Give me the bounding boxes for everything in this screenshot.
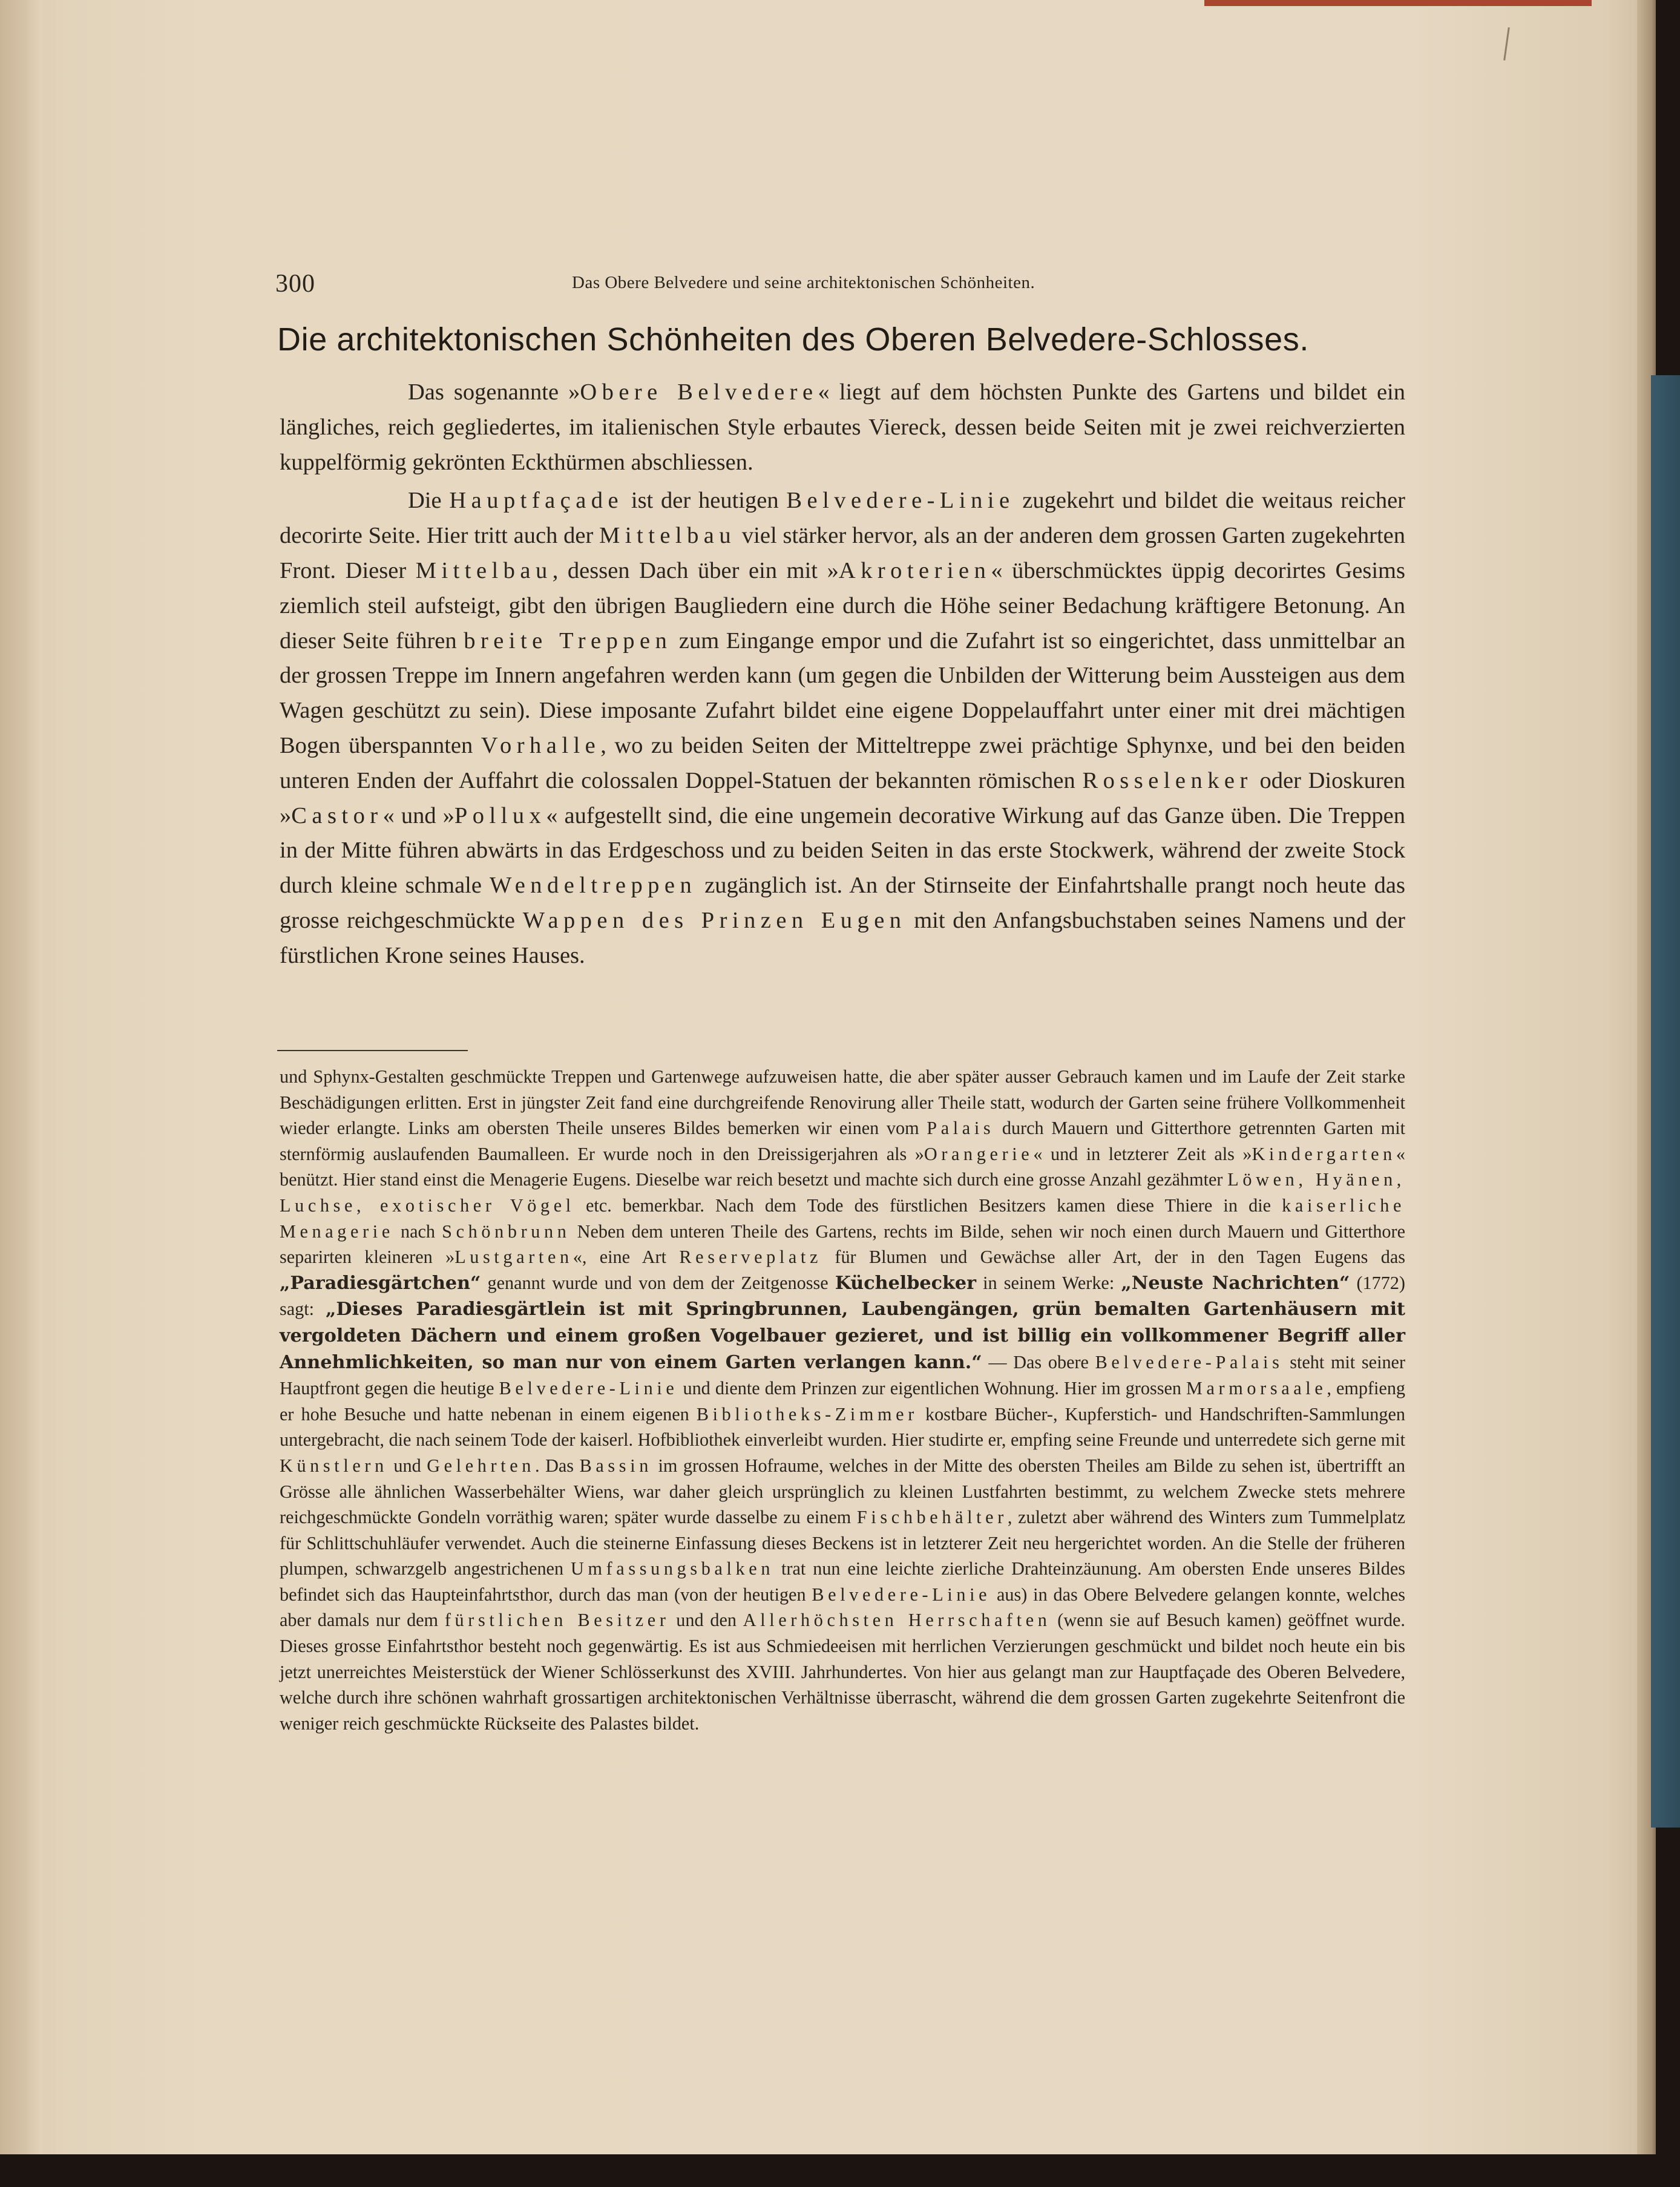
spaced-term: Schönbrunn bbox=[442, 1221, 571, 1242]
fraktur-quote: „Dieses Paradiesgärtlein ist mit Springbrunnen, Laubengängen, grün bemalten Gartenhäusern mit vergoldeten Dächern und einem großen Vogelbauer gezieret, und ist billig ein vollkommener Begriff aller Annehmlichkeiten, so man nur von einem Garten verlangen kann.“ bbox=[280, 1299, 1405, 1373]
spaced-term: Belvedere-Linie bbox=[786, 488, 1015, 514]
fraktur-quote: „Paradiesgärtchen“ bbox=[280, 1272, 481, 1294]
spaced-term: Bassin bbox=[579, 1455, 652, 1476]
page-edge-red-stain bbox=[1204, 0, 1592, 6]
spaced-term: Lustgarten bbox=[454, 1247, 573, 1268]
spaced-term: Castor bbox=[291, 802, 383, 828]
spaced-term: Rosselenker bbox=[1082, 767, 1253, 793]
spaced-term: Bibliotheks-Zimmer bbox=[696, 1403, 918, 1425]
fraktur-quote: Küchelbecker bbox=[835, 1272, 976, 1294]
running-header bbox=[275, 269, 1425, 300]
paper-speck bbox=[1503, 27, 1510, 61]
spaced-term: Vorhalle bbox=[481, 732, 601, 758]
spaced-term: Wendeltreppen bbox=[489, 873, 697, 899]
spaced-term: Belvedere-Palais bbox=[1095, 1351, 1284, 1372]
spaced-term: Fischbehälter bbox=[856, 1507, 1008, 1528]
spaced-term: Hauptfaçade bbox=[449, 488, 624, 514]
page-number: 300 bbox=[275, 270, 315, 298]
spaced-term: Kindergarten bbox=[1252, 1143, 1396, 1164]
spaced-term: Mittelbau bbox=[599, 523, 737, 549]
spaced-term: Pollux bbox=[454, 802, 546, 828]
main-text bbox=[280, 375, 1405, 977]
spaced-term: Allerhöchsten Herrschaften bbox=[743, 1610, 1051, 1631]
fraktur-quote: „Neuste Nachrichten“ bbox=[1121, 1272, 1350, 1294]
binding-gutter bbox=[0, 0, 42, 2154]
spaced-term: Marmorsaale bbox=[1186, 1378, 1327, 1399]
spaced-term: Belvedere-Linie bbox=[499, 1378, 678, 1399]
spaced-term: kaiserliche Menagerie bbox=[280, 1195, 1405, 1242]
spaced-term: Obere Belvedere bbox=[580, 379, 818, 405]
spaced-term: Wappen des Prinzen Eugen bbox=[522, 907, 907, 933]
footnote-paragraph: und Sphynx-Gestalten geschmückte Treppen und Gartenwege aufzuweisen hatte, die aber später ausser Gebrauch kamen und im Laufe der Zeit starke Beschädigungen erlitten. Erst in jüngster Zeit fand eine durchgreifende Renovirung aller Theile statt, wodurch der Garten seine frühere Vollkommenheit wieder erlangte. Links am obersten Theile unseres Bildes bemerken wir einen vom Palais durch Mauern und Gitterthore getrennten Garten mit sternförmig auslaufenden Baumalleen. Er wurde noch in den Dreissigerjahren als »Orangerie« und in letzterer Zeit als »Kindergarten« benützt. Hier stand einst die Menagerie Eugens. Dieselbe war reich besetzt und machte sich durch eine grosse Anzahl gezähmter Löwen, Hyänen, Luchse, exotischer Vögel etc. bemerkbar. Nach dem Tode des fürstlichen Besitzers kamen diese Thiere in die kaiserliche Menagerie nach Schönbrunn Neben dem unteren Theile des Gartens, rechts im Bilde, sehen wir noch einen durch Mauern und Gitterthore separirten kleineren »Lustgarten«, eine Art Reserveplatz für Blumen und Gewächse aller Art, der in den Tagen Eugens das „Paradiesgärtchen“ genannt wurde und von dem der Zeitgenosse Küchelbecker in seinem Werke: „Neuste Nachrichten“ (1772) sagt: „Dieses Paradiesgärtlein ist mit Springbrunnen, Laubengängen, grün bemalten Gartenhäusern mit vergoldeten Dächern und einem großen Vogelbauer gezieret, und ist billig ein vollkommener Begriff aller Annehmlichkeiten, so man nur von einem Garten verlangen kann.“ — Das obere Belvedere-Palais steht mit seiner Hauptfront gegen die heutige Belvedere-Linie und diente dem Prinzen zur eigentlichen Wohnung. Hier im grossen Marmorsaale, empfieng er hohe Besuche und hatte nebenan in einem eigenen Bibliotheks-Zimmer kostbare Bücher-, Kupferstich- und Handschriften-Sammlungen untergebracht, die nach seinem Tode der kaiserl. Hofbibliothek einverleibt wurden. Hier studirte er, empfing seine Freunde und unterredete sich gerne mit Künstlern und Gelehrten. Das Bassin im grossen Hofraume, welches in der Mitte des obersten Theiles am Bilde zu sehen ist, übertrifft an Grösse alle ähnlichen Wasserbehälter Wiens, war daher gleich ursprünglich zu kleinen Lustfahrten bestimmt, zu welchem Zwecke stets mehrere reichgeschmückte Gondeln vorräthig waren; später wurde dasselbe zu einem Fischbehälter, zuletzt aber während des Winters zum Tummelplatz für Schlittschuhläufer verwendet. Auch die steinerne Einfassung dieses Beckens ist in letzterer Zeit neu hergerichtet worden. An die Stelle der früheren plumpen, schwarzgelb angestrichenen Umfassungsbalken trat nun eine leichte zierliche Drahteinzäunung. Am obersten Ende unseres Bildes befindet sich das Haupteinfahrtsthor, durch das man (von der heutigen Belvedere-Linie aus) in das Obere Belvedere gelangen konnte, welches aber damals nur dem fürstlichen Besitzer und den Allerhöchsten Herrschaften (wenn sie auf Besuch kamen) geöffnet wurde. Dieses grosse Einfahrtsthor besteht noch gegenwärtig. Es ist aus Schmiedeeisen mit herrlichen Verzierungen geschmückt und bildet noch heute ein bis jetzt unerreichtes Meisterstück der Wiener Schlösserkunst des XVIII. Jahrhundertes. Von hier aus gelangt man zur Hauptfaçade des Oberen Belvedere, welche durch ihre schönen wahrhaft grossartigen architektonischen Verhältnisse überrascht, während die dem grossen Garten zugekehrte Seitenfront die weniger reich geschmückte Rückseite des Palastes bildet. bbox=[280, 1066, 1406, 1734]
spaced-term: Umfassungsbalken bbox=[571, 1558, 775, 1579]
paragraph-1: Das sogenannte »Obere Belvedere« liegt auf dem höchsten Punkte des Gartens und bildet ein längliches, reich gegliedertes, im italienischen Style erbautes Viereck, dessen beide Seiten mit je zwei reichverzierten kuppelförmig gekrönten Eckthürmen abschliessen. bbox=[280, 379, 1405, 475]
spaced-term: fürstlichen Besitzer bbox=[444, 1610, 670, 1631]
spaced-term: Palais bbox=[927, 1118, 995, 1139]
running-title: Das Obere Belvedere und seine architektonischen Schönheiten. bbox=[572, 273, 1035, 292]
spaced-term: Reserveplatz bbox=[679, 1247, 822, 1268]
footnote-rule bbox=[277, 1050, 468, 1051]
spaced-term: Künstlern bbox=[280, 1455, 388, 1476]
paragraph-2: Die Hauptfaçade ist der heutigen Belvedere-Linie zugekehrt und bildet die weitaus reicher decorirte Seite. Hier tritt auch der Mittelbau viel stärker hervor, als an der anderen dem grossen Garten zugekehrten Front. Dieser Mittelbau, dessen Dach über ein mit »Akroterien« überschmücktes üppig decorirtes Gesims ziemlich steil aufsteigt, gibt den übrigen Baugliedern eine durch die Höhe seiner Bedachung kräftigere Betonung. An dieser Seite führen breite Treppen zum Eingange empor und die Zufahrt ist so eingerichtet, dass unmittelbar an der grossen Treppe im Innern angefahren werden kann (um gegen die Unbilden der Witterung beim Aussteigen aus dem Wagen geschützt zu sein). Diese imposante Zufahrt bildet eine eigene Doppelauffahrt unter einer mit drei mächtigen Bogen überspannten Vorhalle, wo zu beiden Seiten der Mitteltreppe zwei prächtige Sphynxe, und bei den beiden unteren Enden der Auffahrt die colossalen Doppel-Statuen der bekannten römischen Rosselenker oder Dioskuren »Castor« und »Pollux« aufgestellt sind, die eine ungemein decorative Wirkung auf das Ganze üben. Die Treppen in der Mitte führen abwärts in das Erdgeschoss und zu beiden Seiten in das erste Stockwerk, während der zweite Stock durch kleine schmale Wendeltreppen zugänglich ist. An der Stirnseite der Einfahrtshalle prangt noch heute das grosse reichgeschmückte Wappen des Prinzen Eugen mit den Anfangsbuchstaben seines Namens und der fürstlichen Krone seines Hauses. bbox=[280, 488, 1406, 968]
footnote-text bbox=[280, 1064, 1405, 1736]
spaced-term: breite Treppen bbox=[464, 628, 672, 654]
spaced-term: Mittelbau bbox=[415, 557, 553, 583]
section-heading: Die architektonischen Schönheiten des Oberen Belvedere-Schlosses. bbox=[277, 321, 1309, 358]
spaced-term: Orangerie bbox=[924, 1143, 1034, 1164]
spaced-term: Gelehrten bbox=[427, 1455, 536, 1476]
spaced-term: Löwen, Hyänen, Luchse, exotischer Vögel bbox=[280, 1169, 1405, 1216]
spaced-term: Belvedere-Linie bbox=[812, 1584, 991, 1605]
book-cover-edge bbox=[1651, 375, 1680, 1828]
spaced-term: Akroterien bbox=[838, 557, 991, 583]
